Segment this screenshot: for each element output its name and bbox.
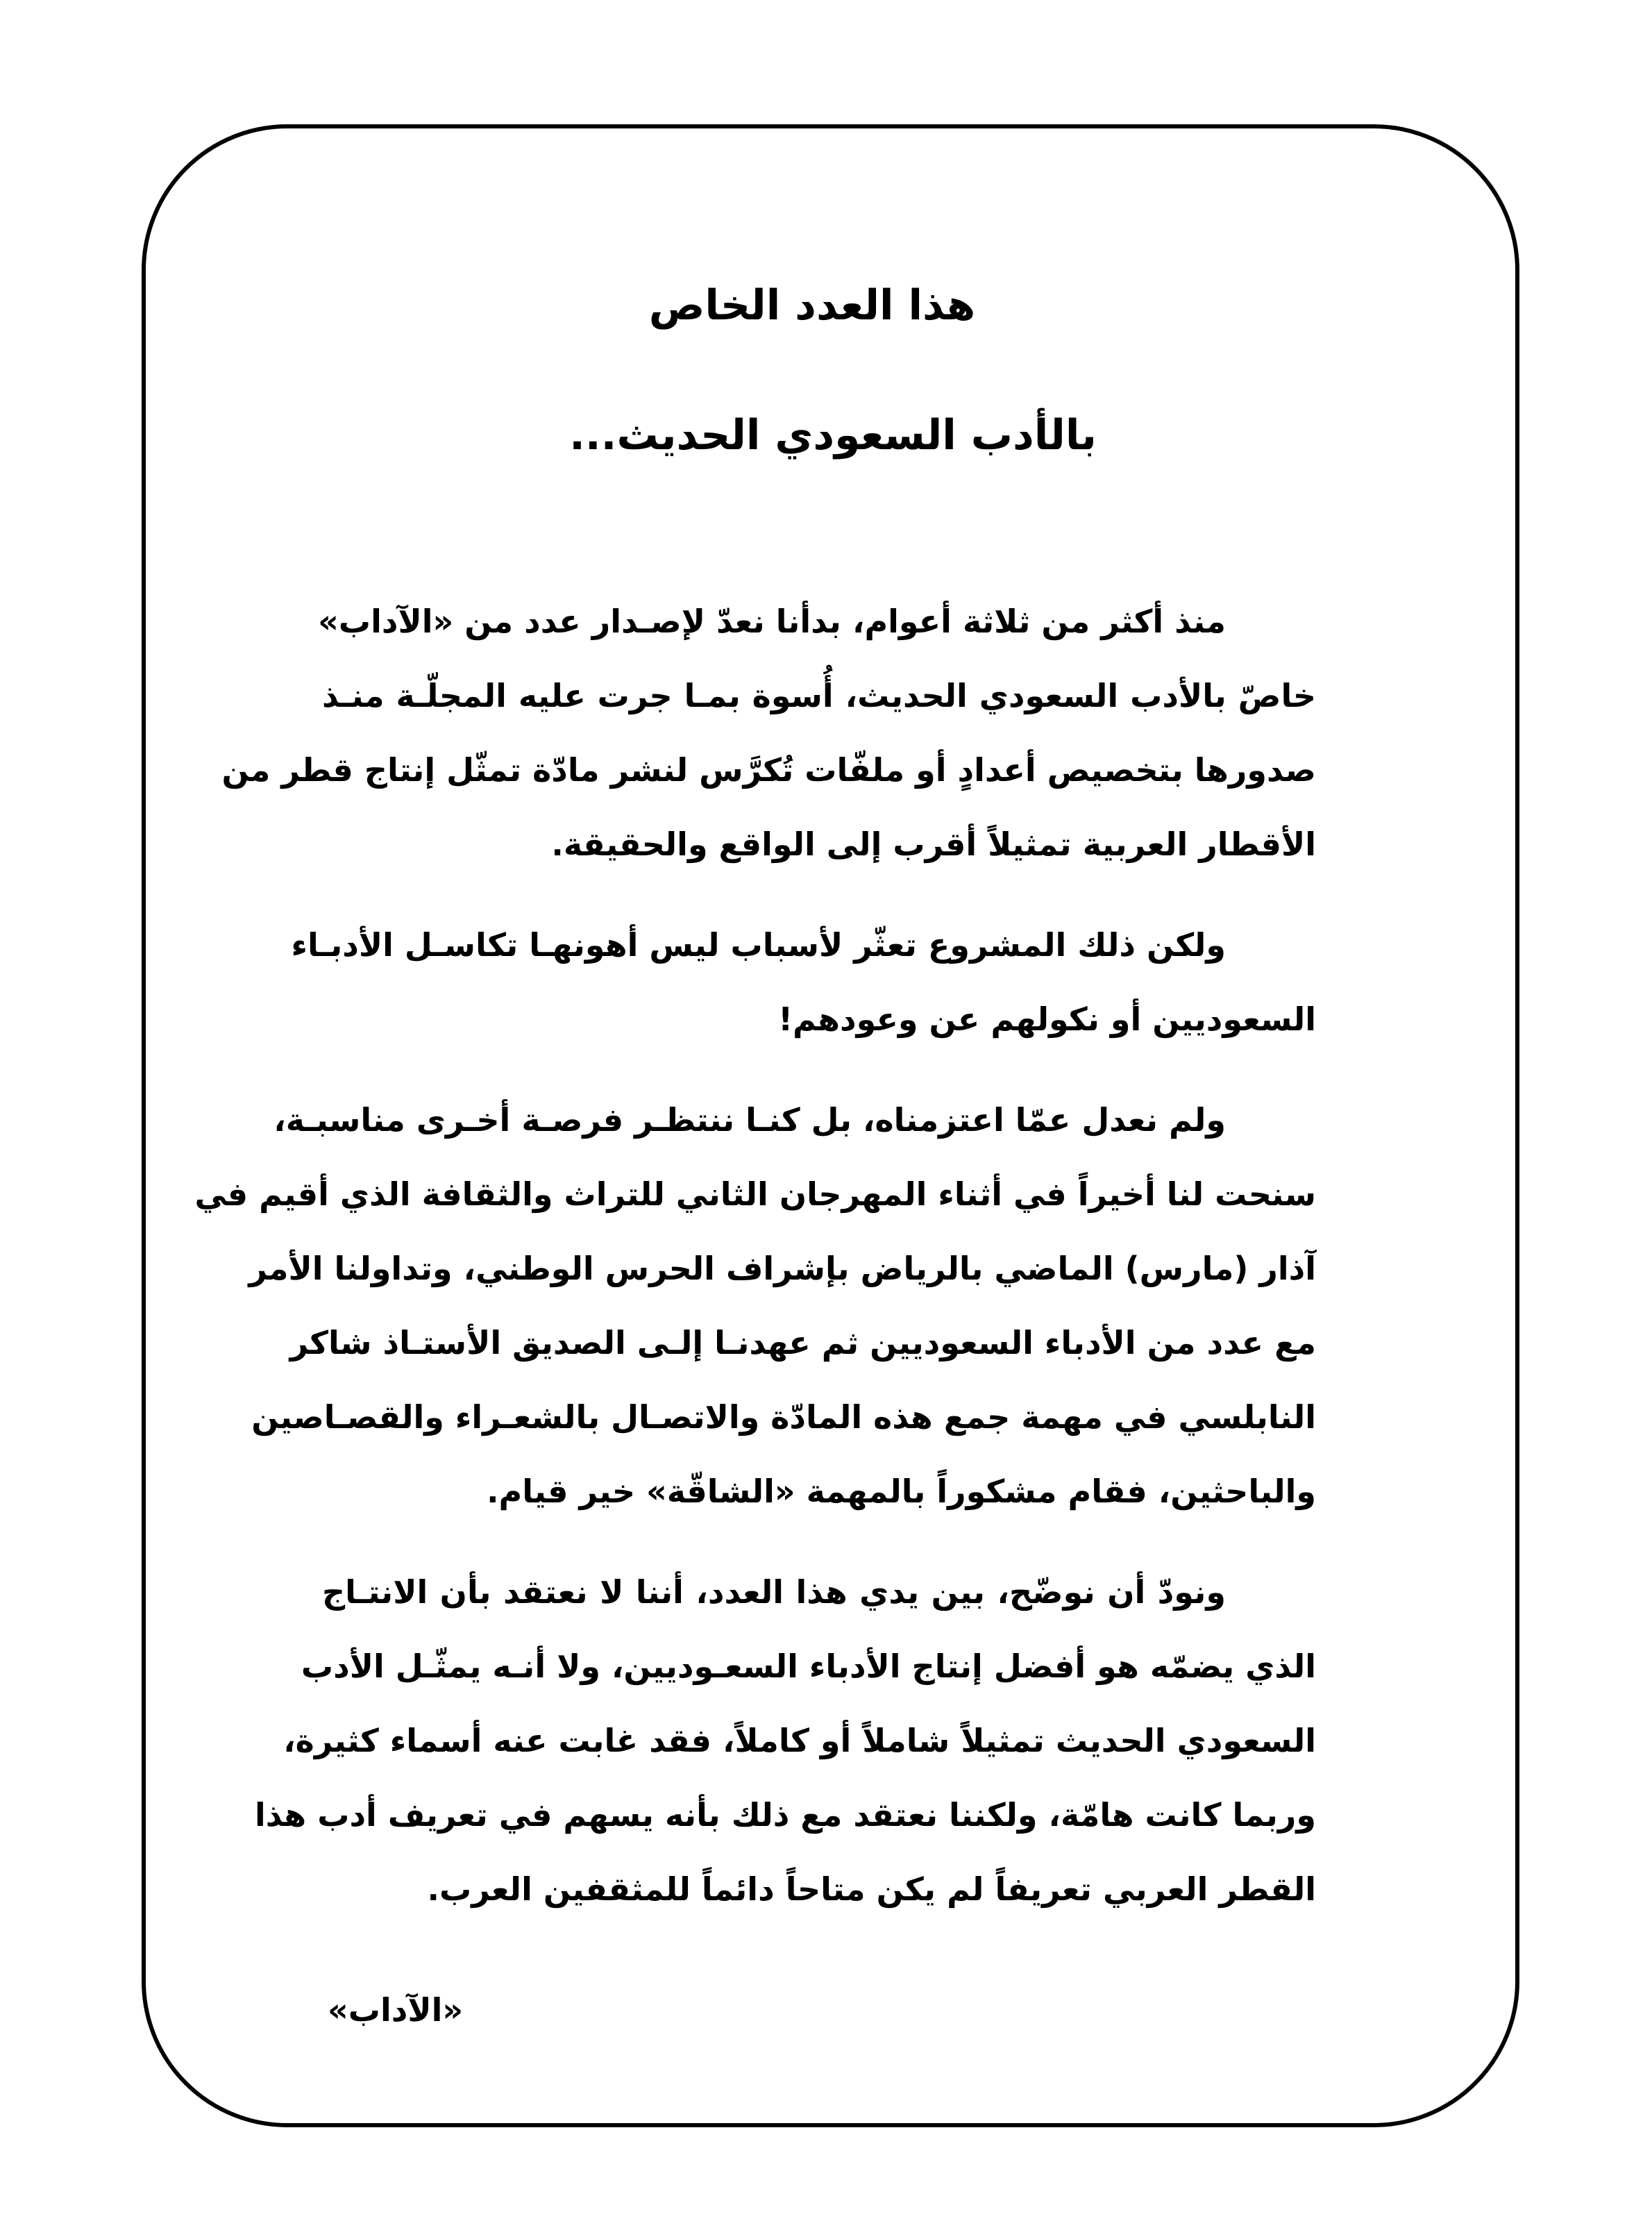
- text-line: الذي يضمّه هو أفضل إنتاج الأدباء السعـوديين، ولا أنـه يمثّـل الأدب: [301, 1648, 1316, 1685]
- signature: «الآداب»: [328, 1991, 464, 2029]
- text-line: صدورها بتخصيص أعدادٍ أو ملفّات تُكرَّس لنشر مادّة تمثّل إنتاج قطر من: [221, 751, 1316, 789]
- text-line: ونودّ أن نوضّح، بين يدي هذا العدد، أننا لا نعتقد بأن الانتـاج: [322, 1573, 1226, 1611]
- paragraph: [291, 908, 1316, 1057]
- text-line: آذار (مارس) الماضي بالرياض بإشراف الحرس الوطني، وتداولنا الأمر: [248, 1250, 1316, 1287]
- text-line: خاصّ بالأدب السعودي الحديث، أُسوة بمـا جرت عليه المجلّـة منـذ: [322, 677, 1316, 714]
- text-line: الأقطار العربية تمثيلاً أقرب إلى الواقع والحقيقة.: [551, 825, 1316, 863]
- title-line-1: هذا العدد الخاص: [648, 281, 976, 330]
- title-line-2: بالأدب السعودي الحديث...: [569, 411, 1097, 460]
- text-line: النابلسي في مهمة جمع هذه المادّة والاتصـال بالشعـراء والقصـاصين: [251, 1398, 1316, 1436]
- paragraph: [254, 1555, 1316, 1927]
- paragraph: [194, 1083, 1316, 1529]
- text-line: مع عدد من الأدباء السعوديين ثم عهدنـا إلـى الصديق الأستـاذ شاكر: [289, 1324, 1316, 1361]
- editorial-body: [194, 585, 1316, 1927]
- text-line: والباحثين، فقام مشكوراً بالمهمة «الشاقّة» خير قيام.: [487, 1473, 1316, 1510]
- text-line: وربما كانت هامّة، ولكننا نعتقد مع ذلك بأنه يسهم في تعريف أدب هذا: [254, 1796, 1316, 1834]
- text-line: السعودي الحديث تمثيلاً شاملاً أو كاملاً، فقد غابت عنه أسماء كثيرة،: [283, 1722, 1316, 1759]
- text-line: سنحت لنا أخيراً في أثناء المهرجان الثاني للتراث والثقافة الذي أقيم في: [194, 1175, 1316, 1213]
- text-line: منذ أكثر من ثلاثة أعوام، بدأنا نعدّ لإصـدار عدد من «الآداب»: [318, 603, 1226, 640]
- text-line: السعوديين أو نكولهم عن وعودهم!: [778, 1000, 1316, 1038]
- paragraph: [221, 585, 1316, 882]
- text-line: ولم نعدل عمّا اعتزمناه، بل كنـا ننتظـر فرصـة أخـرى مناسبـة،: [273, 1101, 1226, 1139]
- text-line: القطر العربي تعريفاً لم يكن متاحاً دائماً للمثقفين العرب.: [427, 1870, 1316, 1908]
- text-line: ولكن ذلك المشروع تعثّر لأسباب ليس أهونهـا تكاسـل الأدبـاء: [291, 926, 1226, 964]
